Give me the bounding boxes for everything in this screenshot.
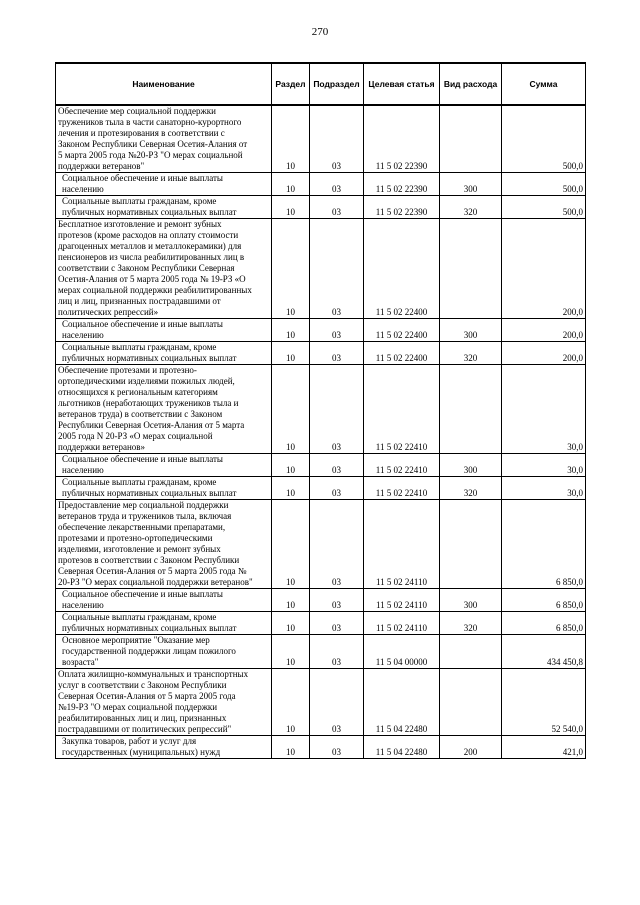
table-row	[56, 500, 586, 589]
header-row	[56, 63, 586, 105]
header-target: Целевая статья	[364, 63, 440, 105]
row-amount: 6 850,0	[502, 589, 586, 612]
row-amount: 30,0	[502, 477, 586, 500]
row-expense: 320	[440, 612, 502, 635]
row-target: 11 5 02 22400	[364, 319, 440, 342]
table-row	[56, 365, 586, 454]
row-section: 10	[272, 105, 310, 173]
table-row	[56, 105, 586, 173]
header-expense: Вид расхода	[440, 63, 502, 105]
row-subsection: 03	[310, 669, 364, 736]
row-target: 11 5 02 22410	[364, 365, 440, 454]
row-subsection: 03	[310, 736, 364, 759]
header-name: Наименование	[56, 63, 272, 105]
row-section: 10	[272, 173, 310, 196]
row-target: 11 5 04 22480	[364, 669, 440, 736]
row-subsection: 03	[310, 635, 364, 669]
row-section: 10	[272, 342, 310, 365]
table-row	[56, 589, 586, 612]
row-target: 11 5 02 22410	[364, 454, 440, 477]
row-subsection: 03	[310, 589, 364, 612]
row-name: Обеспечение протезами и протезно- ортопедическими изделиями пожилых людей, относящихся к региональным категориям льготников (неработающих тружеников тыла и ветеранов труда) в соответствии с Законом Республики Северная Осетия-Алания от 5 марта 2005 года N 20-РЗ «О мерах социальной поддержки ветеранов»	[56, 365, 272, 454]
row-subsection: 03	[310, 500, 364, 589]
row-expense: 300	[440, 319, 502, 342]
row-target: 11 5 02 24110	[364, 500, 440, 589]
table-row	[56, 342, 586, 365]
row-expense: 300	[440, 454, 502, 477]
row-name: Социальные выплаты гражданам, кроме публичных нормативных социальных выплат	[56, 612, 272, 635]
row-section: 10	[272, 219, 310, 319]
table-row	[56, 319, 586, 342]
row-expense	[440, 500, 502, 589]
row-subsection: 03	[310, 196, 364, 219]
row-name: Обеспечение мер социальной поддержки тружеников тыла в части санаторно-курортного лечения и протезирования в соответствии с Законом Республики Северная Осетия-Алания от 5 марта 2005 года №20-РЗ "О мерах социальной поддержки ветеранов"	[56, 105, 272, 173]
row-amount: 500,0	[502, 173, 586, 196]
row-section: 10	[272, 635, 310, 669]
row-subsection: 03	[310, 105, 364, 173]
row-amount: 200,0	[502, 219, 586, 319]
row-subsection: 03	[310, 477, 364, 500]
row-target: 11 5 02 22400	[364, 342, 440, 365]
row-name: Социальное обеспечение и иные выплаты населению	[56, 319, 272, 342]
row-name: Бесплатное изготовление и ремонт зубных протезов (кроме расходов на оплату стоимости драгоценных металлов и металлокерамики) для пенсионеров из числа реабилитированных лиц в соответствии с Законом Республики Северная Осетия-Алания от 5 марта 2005 года № 19-РЗ «О мерах социальной поддержки реабилитированных лиц и лиц, признанных пострадавшими от политических репрессий»	[56, 219, 272, 319]
row-target: 11 5 02 22410	[364, 477, 440, 500]
table-row	[56, 635, 586, 669]
row-expense	[440, 219, 502, 319]
table-body	[56, 105, 586, 759]
header-section: Раздел	[272, 63, 310, 105]
row-subsection: 03	[310, 454, 364, 477]
row-amount: 421,0	[502, 736, 586, 759]
row-target: 11 5 02 22390	[364, 173, 440, 196]
row-amount: 434 450,8	[502, 635, 586, 669]
table-row	[56, 196, 586, 219]
row-subsection: 03	[310, 173, 364, 196]
header-amount: Сумма	[502, 63, 586, 105]
row-section: 10	[272, 736, 310, 759]
table-row	[56, 477, 586, 500]
row-subsection: 03	[310, 319, 364, 342]
row-expense: 320	[440, 196, 502, 219]
row-expense	[440, 365, 502, 454]
row-amount: 200,0	[502, 342, 586, 365]
row-section: 10	[272, 319, 310, 342]
page-number: 270	[311, 26, 329, 38]
row-name: Предоставление мер социальной поддержки ветеранов труда и тружеников тыла, включая обеспечение лекарственными препаратами, протезами и протезно-ортопедическими изделиями, изготовление и ремонт зубных протезов в соответствии с Законом Республики Северная Осетия-Алания от 5 марта 2005 года № 20-РЗ "О мерах социальной поддержки ветеранов"	[56, 500, 272, 589]
row-target: 11 5 02 22400	[364, 219, 440, 319]
row-section: 10	[272, 612, 310, 635]
row-expense	[440, 669, 502, 736]
table-header	[56, 63, 586, 105]
row-target: 11 5 02 24110	[364, 612, 440, 635]
row-amount: 500,0	[502, 196, 586, 219]
row-name: Социальные выплаты гражданам, кроме публичных нормативных социальных выплат	[56, 196, 272, 219]
row-amount: 30,0	[502, 365, 586, 454]
row-amount: 6 850,0	[502, 500, 586, 589]
table-row	[56, 454, 586, 477]
row-section: 10	[272, 196, 310, 219]
row-amount: 6 850,0	[502, 612, 586, 635]
row-subsection: 03	[310, 612, 364, 635]
table-row	[56, 736, 586, 759]
row-name: Социальное обеспечение и иные выплаты населению	[56, 454, 272, 477]
budget-table	[55, 62, 586, 759]
table-row	[56, 612, 586, 635]
row-amount: 500,0	[502, 105, 586, 173]
row-expense	[440, 105, 502, 173]
row-section: 10	[272, 477, 310, 500]
row-expense: 320	[440, 477, 502, 500]
row-name: Оплата жилищно-коммунальных и транспортных услуг в соответствии с Законом Республики Северная Осетия-Алания от 5 марта 2005 года №19-РЗ "О мерах социальной поддержки реабилитированных лиц и лиц, признанных пострадавшими от политических репрессий"	[56, 669, 272, 736]
row-target: 11 5 02 24110	[364, 589, 440, 612]
row-expense: 200	[440, 736, 502, 759]
row-name: Социальные выплаты гражданам, кроме публичных нормативных социальных выплат	[56, 477, 272, 500]
row-expense: 320	[440, 342, 502, 365]
row-subsection: 03	[310, 342, 364, 365]
row-section: 10	[272, 365, 310, 454]
row-name: Закупка товаров, работ и услуг для государственных (муниципальных) нужд	[56, 736, 272, 759]
row-section: 10	[272, 589, 310, 612]
row-expense: 300	[440, 173, 502, 196]
row-name: Социальное обеспечение и иные выплаты населению	[56, 173, 272, 196]
row-target: 11 5 02 22390	[364, 105, 440, 173]
table-row	[56, 219, 586, 319]
row-expense	[440, 635, 502, 669]
row-amount: 30,0	[502, 454, 586, 477]
row-subsection: 03	[310, 365, 364, 454]
row-section: 10	[272, 454, 310, 477]
row-amount: 200,0	[502, 319, 586, 342]
row-section: 10	[272, 669, 310, 736]
row-name: Основное мероприятие "Оказание мер государственной поддержки лицам пожилого возраста"	[56, 635, 272, 669]
row-target: 11 5 02 22390	[364, 196, 440, 219]
row-section: 10	[272, 500, 310, 589]
row-name: Социальные выплаты гражданам, кроме публичных нормативных социальных выплат	[56, 342, 272, 365]
row-name: Социальное обеспечение и иные выплаты населению	[56, 589, 272, 612]
row-target: 11 5 04 22480	[364, 736, 440, 759]
header-subsection: Подраздел	[310, 63, 364, 105]
table-row	[56, 669, 586, 736]
row-subsection: 03	[310, 219, 364, 319]
row-expense: 300	[440, 589, 502, 612]
row-target: 11 5 04 00000	[364, 635, 440, 669]
table-row	[56, 173, 586, 196]
row-amount: 52 540,0	[502, 669, 586, 736]
